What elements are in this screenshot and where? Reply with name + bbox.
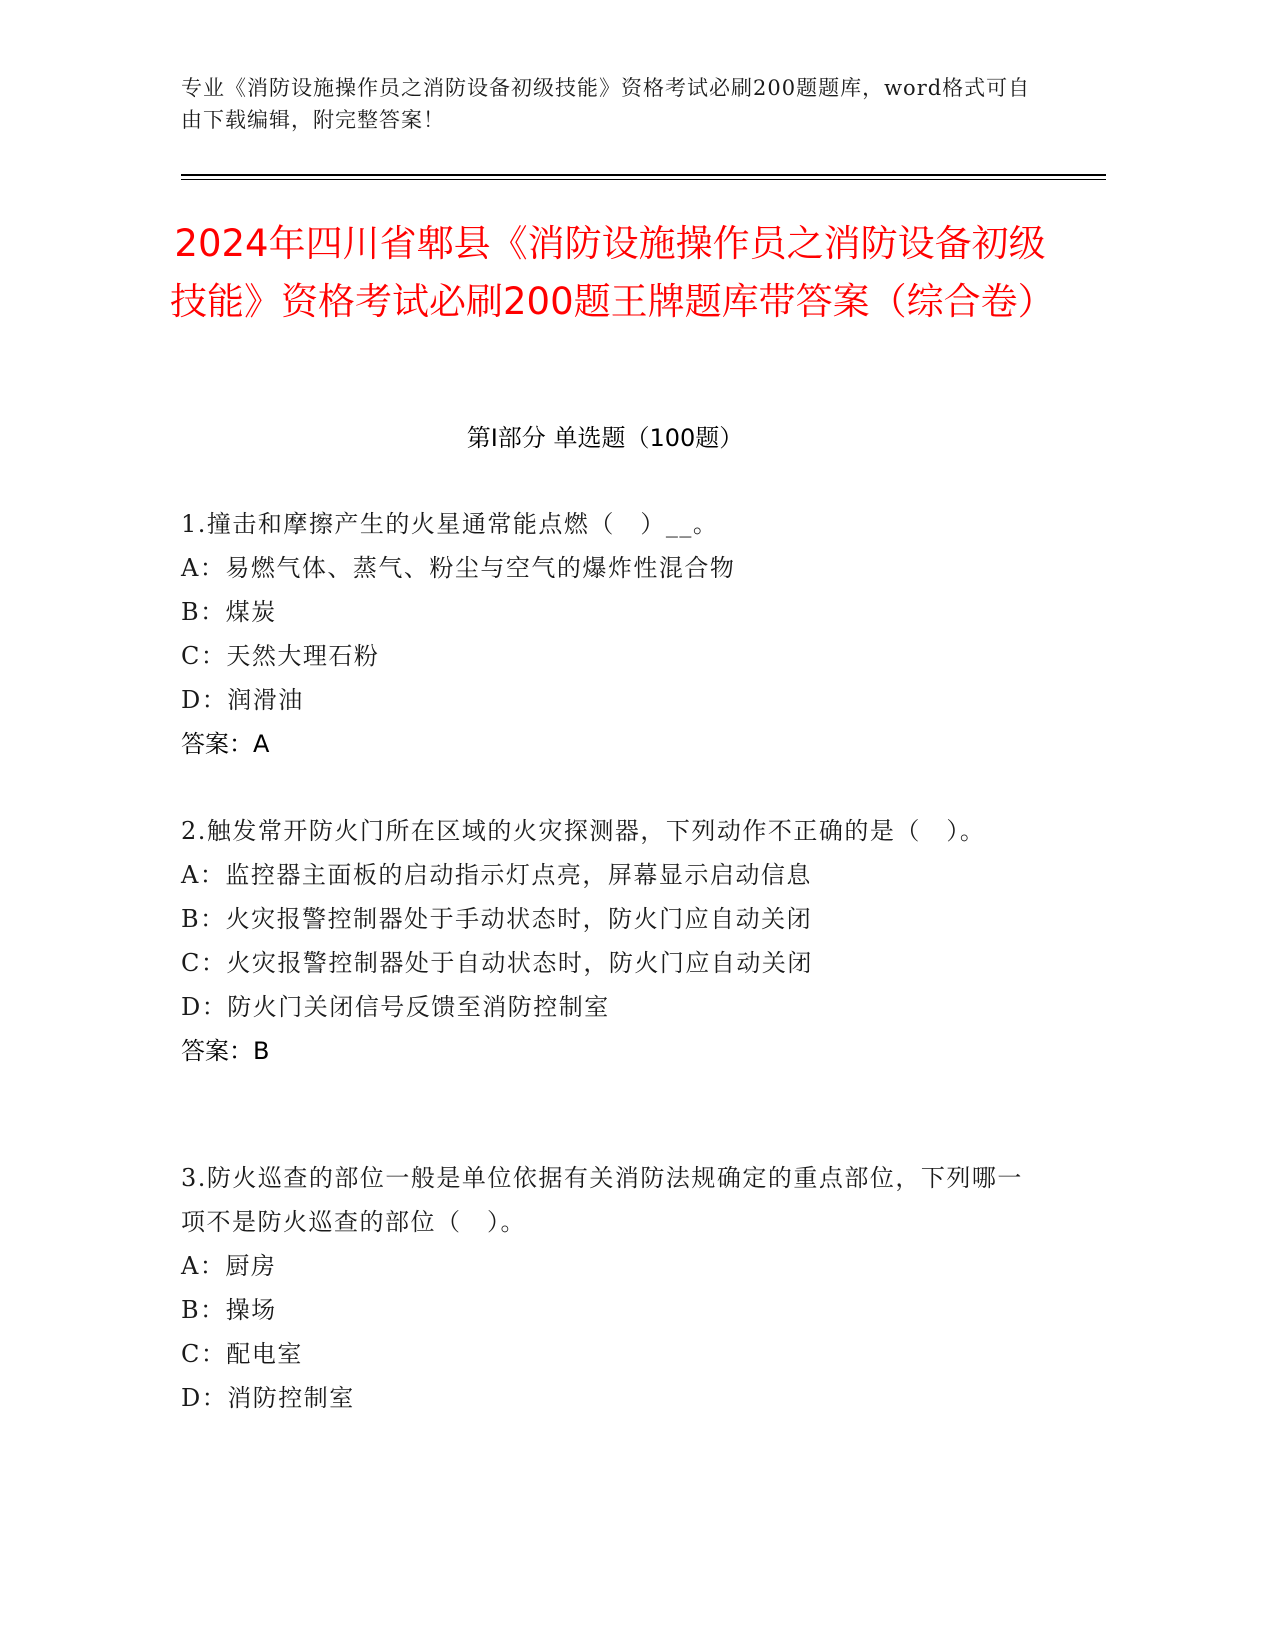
header-divider-thick	[181, 174, 1106, 176]
option-a: A：厨房	[181, 1252, 277, 1280]
option-d: D：消防控制室	[181, 1384, 355, 1412]
option-a: A：易燃气体、蒸气、粉尘与空气的爆炸性混合物	[181, 554, 736, 582]
option-b: B：操场	[181, 1296, 277, 1324]
header-note: 专业《消防设施操作员之消防设备初级技能》资格考试必刷200题题库，word格式可自由下载编辑，附完整答案！	[181, 76, 1031, 132]
document-title: 2024年四川省郫县《消防设施操作员之消防设备初级技能》资格考试必刷200题王牌题库带答案（综合卷）	[170, 222, 1055, 323]
option-a: A：监控器主面板的启动指示灯点亮，屏幕显示启动信息	[181, 861, 812, 889]
question-1	[181, 502, 1041, 766]
option-b: B：煤炭	[181, 598, 277, 626]
option-d: D：防火门关闭信号反馈至消防控制室	[181, 993, 610, 1021]
option-d: D：润滑油	[181, 686, 304, 714]
question-3	[181, 1156, 1041, 1420]
question-stem: 2.触发常开防火门所在区域的火灾探测器，下列动作不正确的是（ ）。	[181, 817, 986, 845]
answer: 答案：B	[181, 1037, 270, 1065]
answer: 答案：A	[181, 730, 270, 758]
question-2	[181, 809, 1041, 1073]
option-c: C：配电室	[181, 1340, 303, 1368]
question-stem: 3.防火巡查的部位一般是单位依据有关消防法规确定的重点部位，下列哪一项不是防火巡查的部位（ ）。	[181, 1164, 1023, 1236]
question-stem: 1.撞击和摩擦产生的火星通常能点燃（ ）__。	[181, 510, 719, 538]
section-title: 第Ⅰ部分 单选题（100题）	[466, 424, 744, 452]
option-b: B：火灾报警控制器处于手动状态时，防火门应自动关闭	[181, 905, 813, 933]
header-divider-thin	[181, 179, 1106, 180]
option-c: C：天然大理石粉	[181, 642, 380, 670]
option-c: C：火灾报警控制器处于自动状态时，防火门应自动关闭	[181, 949, 813, 977]
